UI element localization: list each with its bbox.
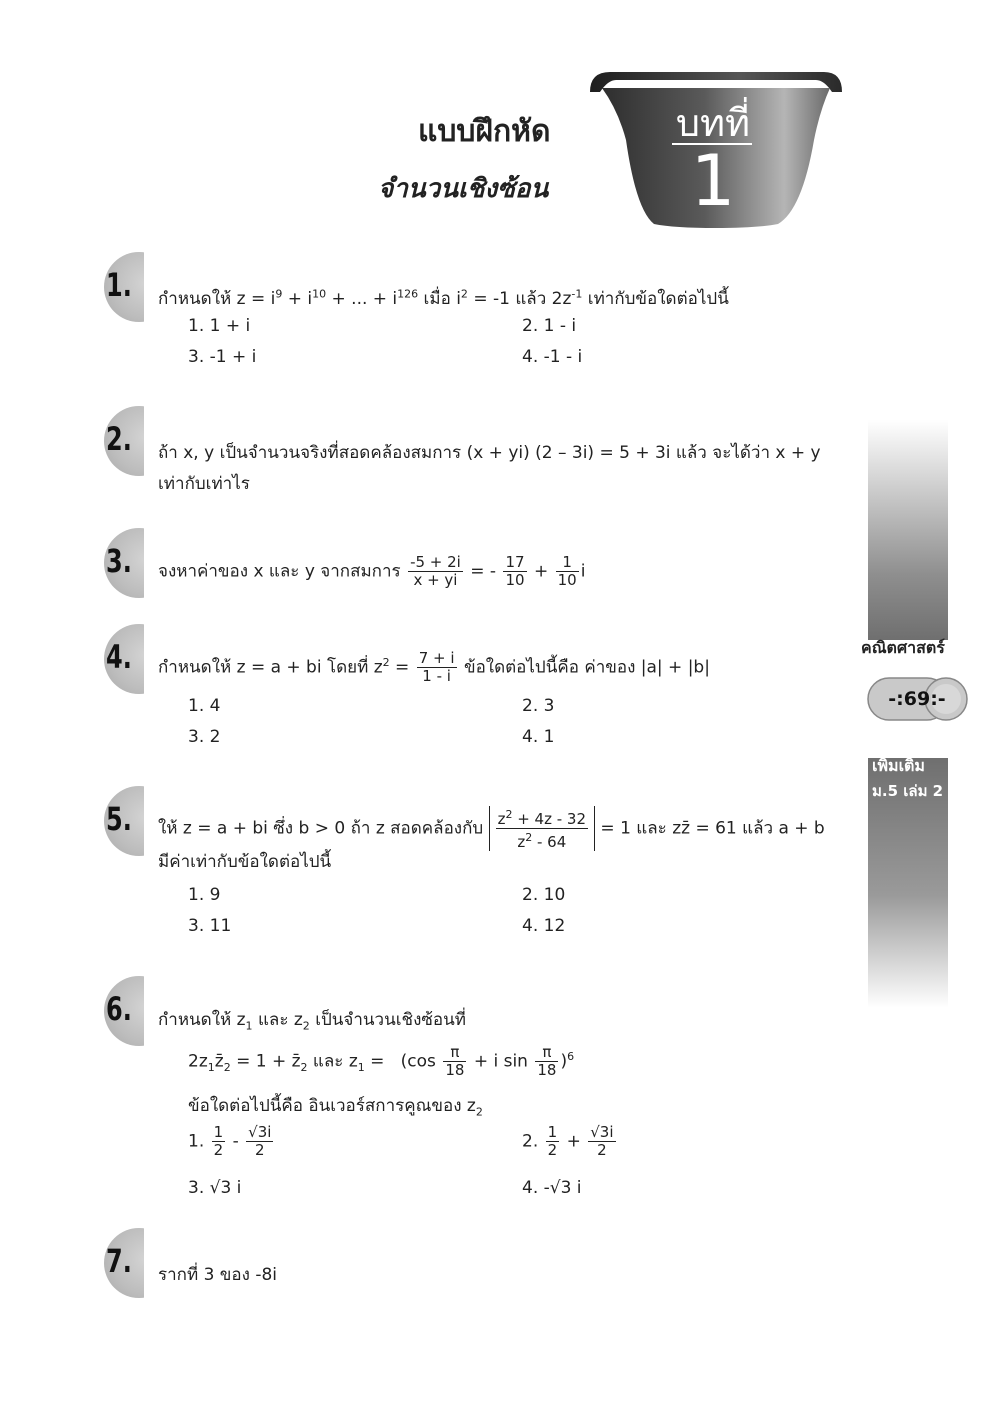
question-number-5: 5.: [104, 786, 150, 856]
question-number-4: 4.: [104, 624, 150, 694]
question-number-6: 6.: [104, 976, 150, 1046]
question-1-option-2[interactable]: 2. 1 - i: [522, 316, 577, 336]
grade-label: ม.5 เล่ม 2: [872, 782, 944, 800]
question-7-text: รากที่ 3 ของ -8i: [158, 1265, 278, 1285]
question-3-text: จงหาค่าของ x และ y จากสมการ $\frac{-5 + 2i}{x + yi}$ = - $\frac{17}{10}$ + $\frac{1}{10}$ i: [158, 553, 586, 589]
subject-label: คณิตศาสตร์: [861, 638, 945, 657]
question-5-text: ให้ z = a + bi ซึ่ง b > 0 ถ้า z สอดคล้องกับ $\frac{z^2 + 4z - 32}{z^2 - 64}$ = 1 และ zz̄ = 61 แล้ว a + b: [158, 808, 825, 851]
fraction: $\frac{-5 + 2i}{x + yi}$: [410, 553, 461, 589]
chapter-label: บทที่: [675, 101, 751, 145]
question-4-option-1[interactable]: 1. 4: [188, 696, 221, 716]
question-5-option-2[interactable]: 2. 10: [522, 885, 566, 905]
page-subtitle: จำนวนเชิงซ้อน: [378, 174, 549, 204]
question-4-text: กำหนดให้ z = a + bi โดยที่ $z^2$ = $\frac{7 + i}{1 - i}$ ข้อใดต่อไปนี้คือ ค่าของ |a| + |b|: [158, 649, 710, 685]
fraction: $\frac{1}{10}$: [557, 553, 577, 589]
fraction: $\frac{√3i}{2}$: [248, 1123, 272, 1159]
fraction: $\frac{7 + i}{1 - i}$: [418, 649, 455, 685]
question-5-option-3[interactable]: 3. 11: [188, 916, 232, 936]
question-2-line-1: ถ้า x, y เป็นจำนวนจริงที่สอดคล้องสมการ (x + yi) (2 – 3i) = 5 + 3i แล้ว จะได้ว่า x + y: [158, 443, 821, 463]
question-5-option-1[interactable]: 1. 9: [188, 885, 221, 905]
fraction: $\frac{\pi}{18}$: [445, 1043, 465, 1079]
level-label: เพิ่มเติม: [872, 756, 925, 775]
absolute-value: [489, 806, 595, 851]
fraction: $\frac{z^2 + 4z - 32}{z^2 - 64}$: [497, 808, 587, 851]
question-6-option-3[interactable]: 3. √3 i: [188, 1178, 242, 1198]
question-1-option-1[interactable]: 1. 1 + i: [188, 316, 251, 336]
page-number: -:69:-: [888, 688, 946, 710]
question-4-option-2[interactable]: 2. 3: [522, 696, 555, 716]
fraction: $\frac{\pi}{18}$: [537, 1043, 557, 1079]
question-5-option-4[interactable]: 4. 12: [522, 916, 566, 936]
fraction: $\frac{√3i}{2}$: [590, 1123, 614, 1159]
question-1-option-4[interactable]: 4. -1 - i: [522, 347, 583, 367]
question-6-option-4[interactable]: 4. -√3 i: [522, 1178, 582, 1198]
question-1-text: กำหนดให้ $z = i^9 + i^{10}$ + ... + $i^{126}$ เมื่อ $i^2 = -1$ แล้ว $2z^{-1}$ เท่ากับข้อใดต่อไปนี้: [158, 287, 729, 309]
question-5-line-2: มีค่าเท่ากับข้อใดต่อไปนี้: [158, 852, 332, 872]
page-title: แบบฝึกหัด: [418, 114, 551, 149]
question-6-equation: $2z_1z̄_2 = 1$ + $z̄_2$ และ $z_1$ = (cos $\frac{\pi}{18}$ + i sin $\frac{\pi}{18}$ )$^6$: [188, 1043, 575, 1079]
fraction: $\frac{17}{10}$: [505, 553, 525, 589]
question-6-line-1: กำหนดให้ $z_1$ และ $z_2$ เป็นจำนวนเชิงซ้อนที่: [158, 1010, 466, 1033]
question-6-option-2[interactable]: 2. $\frac{1}{2}$ + $\frac{√3i}{2}$: [522, 1123, 614, 1159]
question-number-7: 7.: [104, 1228, 150, 1298]
question-1-option-3[interactable]: 3. -1 + i: [188, 347, 257, 367]
question-6-option-1[interactable]: 1. $\frac{1}{2}$ - $\frac{√3i}{2}$: [188, 1123, 272, 1159]
question-number-2: 2.: [104, 406, 150, 476]
question-number-3: 3.: [104, 528, 150, 598]
question-number-1: 1.: [104, 252, 150, 322]
fraction: $\frac{1}{2}$: [213, 1123, 224, 1159]
fraction: $\frac{1}{2}$: [547, 1123, 558, 1159]
question-6-line-3: ข้อใดต่อไปนี้คือ อินเวอร์สการคูณของ $z_2$: [188, 1096, 483, 1119]
question-4-option-4[interactable]: 4. 1: [522, 727, 555, 747]
question-2-line-2: เท่ากับเท่าไร: [158, 474, 250, 494]
chapter-number: 1: [690, 140, 736, 222]
question-4-option-3[interactable]: 3. 2: [188, 727, 221, 747]
sidebar-gradient-top: [868, 420, 948, 640]
